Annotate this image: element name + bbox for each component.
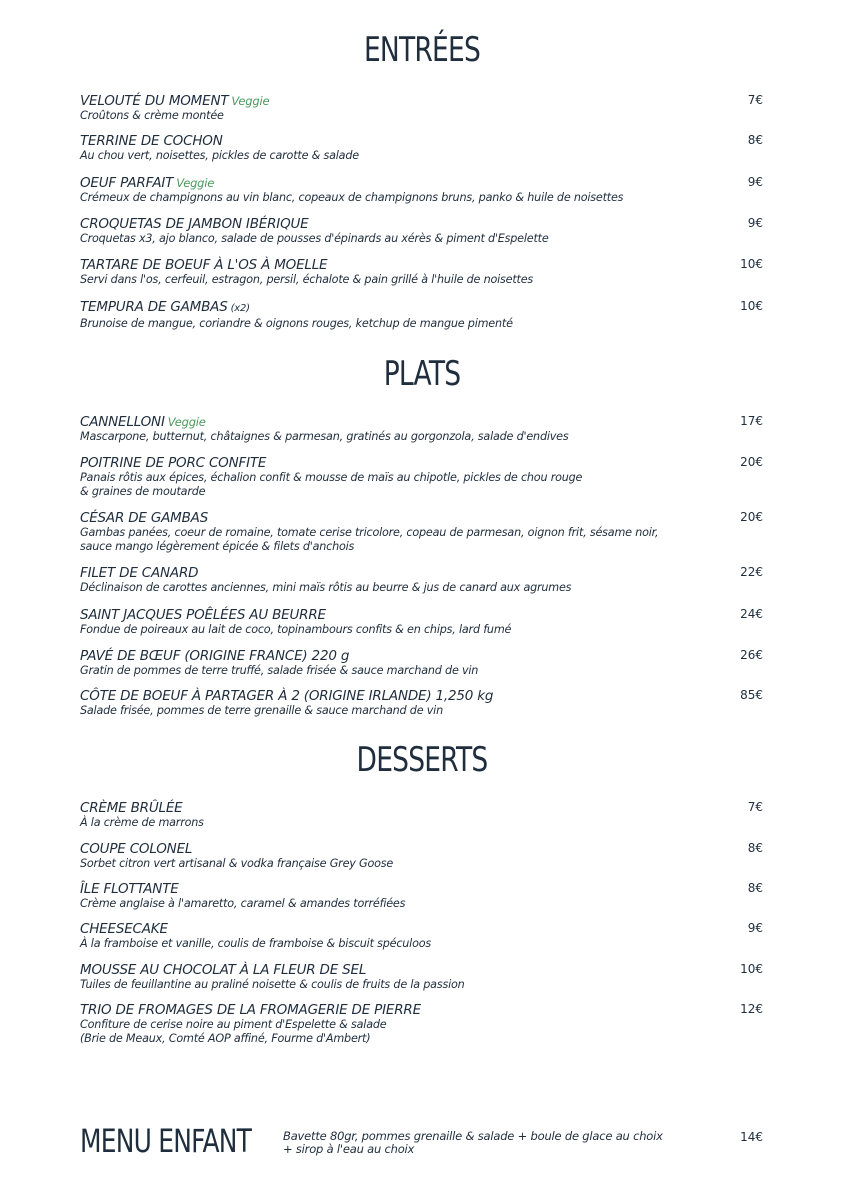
veggie-tag: Veggie: [167, 415, 206, 429]
list-item: [80, 800, 763, 830]
item-description: Crémeux de champignons au vin blanc, copeaux de champignons bruns, panko & huile de noisettes: [80, 191, 624, 204]
item-price: 9€: [747, 921, 763, 935]
item-name: OEUF PARFAIT: [80, 175, 174, 191]
item-price: 8€: [747, 133, 763, 147]
item-name: CHEESECAKE: [80, 921, 168, 937]
item-price: 85€: [740, 688, 763, 702]
item-price: 22€: [740, 565, 763, 579]
section-title-plats: PLATS: [383, 354, 461, 394]
item-description: Confiture de cerise noire au piment d'Espelette & salade (Brie de Meaux, Comté AOP affiné, Fourme d'Ambert): [80, 1018, 387, 1045]
item-name: FILET DE CANARD: [80, 565, 199, 581]
list-item: [80, 299, 763, 331]
item-price: 24€: [740, 607, 763, 621]
list-item: [80, 688, 763, 718]
item-price: 7€: [747, 800, 763, 814]
item-price: 10€: [740, 962, 763, 976]
list-item: [80, 607, 763, 637]
item-description: Sorbet citron vert artisanal & vodka française Grey Goose: [80, 857, 394, 870]
item-description: Gratin de pommes de terre truffé, salade frisée & sauce marchand de vin: [80, 664, 479, 677]
item-name: MOUSSE AU CHOCOLAT À LA FLEUR DE SEL: [80, 962, 367, 978]
item-description: Au chou vert, noisettes, pickles de carotte & salade: [80, 149, 359, 162]
item-description: Gambas panées, coeur de romaine, tomate cerise tricolore, copeau de parmesan, oignon frit, sésame noir, sauce mango légèrement épicée & filets d'anchois: [80, 526, 659, 553]
item-description: Tuiles de feuillantine au praliné noisette & coulis de fruits de la passion: [80, 978, 465, 991]
item-price: 9€: [747, 216, 763, 230]
item-price: 8€: [747, 841, 763, 855]
item-description: Crème anglaise à l'amaretto, caramel & amandes torréfiées: [80, 897, 406, 910]
list-item: [80, 133, 763, 163]
menu-enfant-title: MENU ENFANT: [80, 1122, 252, 1160]
item-name: CROQUETAS DE JAMBON IBÉRIQUE: [80, 216, 309, 232]
item-description: Brunoise de mangue, coriandre & oignons rouges, ketchup de mangue pimenté: [80, 317, 513, 330]
item-price: 8€: [747, 881, 763, 895]
item-description: À la crème de marrons: [80, 816, 204, 829]
item-name: COUPE COLONEL: [80, 841, 193, 857]
item-name: VELOUTÉ DU MOMENT: [80, 93, 229, 109]
item-price: 7€: [747, 93, 763, 107]
list-item: [80, 565, 763, 595]
item-name: CÉSAR DE GAMBAS: [80, 510, 209, 526]
item-price: 20€: [740, 510, 763, 524]
item-description: Croûtons & crème montée: [80, 109, 224, 122]
list-item: [80, 414, 763, 444]
list-item: [80, 455, 763, 499]
item-name: CANNELLONI: [80, 414, 165, 430]
item-description: Fondue de poireaux au lait de coco, topinambours confits & en chips, lard fumé: [80, 623, 512, 636]
item-price: 9€: [747, 175, 763, 189]
list-item: [80, 257, 763, 287]
veggie-tag: Veggie: [231, 94, 270, 108]
item-name: TARTARE DE BOEUF À L'OS À MOELLE: [80, 257, 328, 273]
list-item: [80, 881, 763, 911]
item-name: SAINT JACQUES POÊLÉES AU BEURRE: [80, 607, 326, 623]
item-name: TERRINE DE COCHON: [80, 133, 223, 149]
item-name: TRIO DE FROMAGES DE LA FROMAGERIE DE PIERRE: [80, 1002, 421, 1018]
item-price: 26€: [740, 648, 763, 662]
list-item: [80, 921, 763, 951]
item-name: ÎLE FLOTTANTE: [80, 881, 179, 897]
item-description: À la framboise et vanille, coulis de framboise & biscuit spéculoos: [80, 937, 431, 950]
item-description: Panais rôtis aux épices, échalion confit & mousse de maïs au chipotle, pickles de chou rouge & graines de moutarde: [80, 471, 583, 498]
item-name: PAVÉ DE BŒUF (ORIGINE FRANCE) 220 g: [80, 648, 350, 664]
item-price: 12€: [740, 1002, 763, 1016]
section-title-entrees: ENTRÉES: [363, 30, 481, 70]
item-name: CÔTE DE BOEUF À PARTAGER À 2 (ORIGINE IRLANDE) 1,250 kg: [80, 688, 494, 704]
item-description: Croquetas x3, ajo blanco, salade de pousses d'épinards au xérès & piment d'Espelette: [80, 232, 549, 245]
item-description: Mascarpone, butternut, châtaignes & parmesan, gratinés au gorgonzola, salade d'endives: [80, 430, 569, 443]
list-item: [80, 175, 763, 205]
list-item: [80, 216, 763, 246]
list-item: [80, 648, 763, 678]
item-description: Déclinaison de carottes anciennes, mini maïs rôtis au beurre & jus de canard aux agrumes: [80, 581, 572, 594]
item-description: Servi dans l'os, cerfeuil, estragon, persil, échalote & pain grillé à l'huile de noisettes: [80, 273, 534, 286]
list-item: [80, 841, 763, 871]
item-name: POITRINE DE PORC CONFITE: [80, 455, 267, 471]
item-name: CRÈME BRÛLÉE: [80, 800, 183, 816]
veggie-tag: Veggie: [176, 176, 215, 190]
item-price: 20€: [740, 455, 763, 469]
list-item: [80, 1002, 763, 1046]
section-title-desserts: DESSERTS: [356, 740, 488, 780]
list-item: [80, 93, 763, 123]
item-price: 10€: [740, 257, 763, 271]
quantity-note: (x2): [230, 303, 250, 314]
list-item: [80, 962, 763, 992]
item-name: TEMPURA DE GAMBAS: [80, 299, 228, 315]
item-price: 10€: [740, 299, 763, 313]
menu-enfant-price: 14€: [740, 1130, 763, 1144]
item-price: 17€: [740, 414, 763, 428]
item-description: Salade frisée, pommes de terre grenaille & sauce marchand de vin: [80, 704, 443, 717]
menu-enfant-description: Bavette 80gr, pommes grenaille & salade + boule de glace au choix + sirop à l'eau au choix: [283, 1129, 663, 1156]
list-item: [80, 510, 763, 554]
